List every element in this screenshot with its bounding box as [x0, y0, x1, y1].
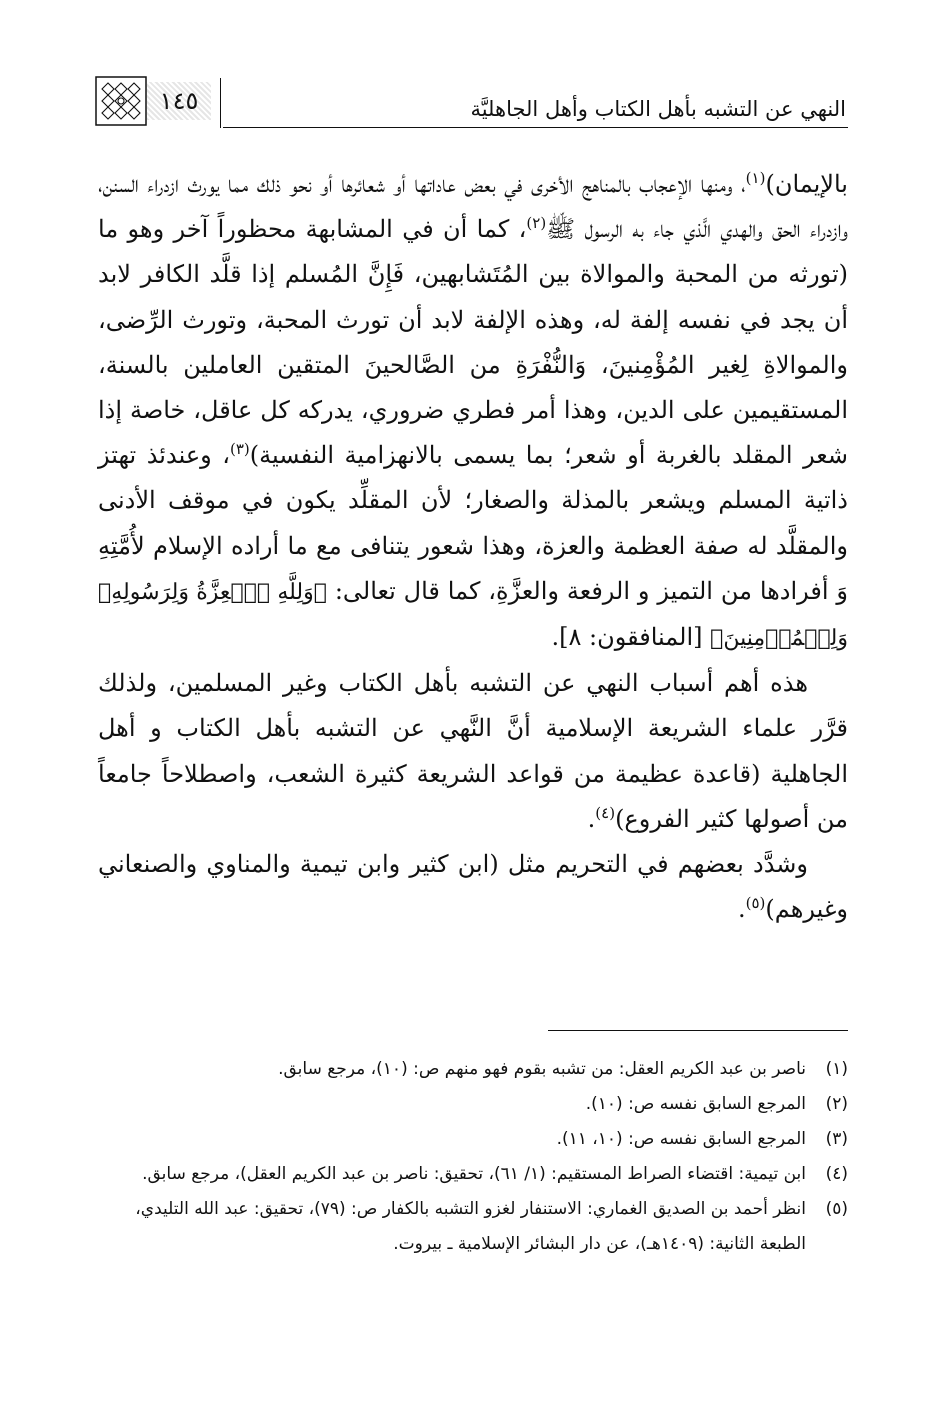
- footnote-marker: (٣): [229, 440, 250, 459]
- page-number: ١٤٥: [147, 82, 211, 120]
- text-run: بالإيمان): [765, 170, 848, 198]
- footnote-marker: (١): [745, 169, 766, 187]
- footnote-marker: (٤): [595, 803, 616, 822]
- verse-reference: [المنافقون: ٨].: [551, 623, 711, 652]
- text-run: هذه أهم أسباب النهي عن التشبه بأهل الكتاب وغير المسلمين، ولذلك قرَّر علماء الشريعة الإسلامية أنَّ النَّهي عن التشبه بأهل الكتاب و أهل الجاهلية (قاعدة عظيمة من قواعد الشريعة كثيرة الشعب، واصطلاحاً جامعاً من أصولها كثير الفروع): [98, 669, 848, 833]
- footnotes: [98, 1052, 848, 1262]
- paragraph: [98, 842, 848, 932]
- page-number-box: [95, 76, 215, 126]
- footnote-marker: (٥): [745, 894, 766, 913]
- footnote-separator: [548, 1030, 848, 1031]
- footnote: [98, 1087, 848, 1122]
- text-run: .: [587, 804, 596, 833]
- footnote-number: (٣): [825, 1129, 848, 1149]
- footnote-number: (١): [825, 1059, 848, 1079]
- ornament-icon: [95, 76, 147, 126]
- main-text: [98, 162, 848, 932]
- footnote: [98, 1157, 848, 1192]
- paragraph: [98, 162, 848, 661]
- header-divider: [220, 78, 221, 128]
- footnote-number: (٥): [825, 1199, 848, 1219]
- footnote-text: المرجع السابق نفسه ص: (١٠).: [585, 1094, 806, 1114]
- footnote-text: انظر أحمد بن الصديق الغماري: الاستنفار لغزو التشبه بالكفار ص: (٧٩)، تحقيق: عبد الله التليدي، الطبعة الثانية: (١٤٠٩هـ)، عن دار البشائر الإسلامية ـ بيروت.: [135, 1199, 806, 1254]
- header-rule: [223, 127, 848, 128]
- text-run: ، ومنها الإعجاب بالمناهج الأخرى في بعض عاداتها أو شعائرها أو نحو ذلك مما يورث ازدراء السنن، وازدراء الحق والهدي الَّذي جاء به الرسول ﷺ: [98, 170, 848, 244]
- quran-verse: ﴿وَلِلَّهِ ٱلۡعِزَّةُ وَلِرَسُولِهِۦ وَلِلۡمُؤۡمِنِينَ﴾: [98, 579, 848, 652]
- footnote-marker: (٢): [526, 214, 547, 233]
- page-header: [95, 70, 848, 130]
- footnote: [98, 1052, 848, 1087]
- text-run: ، كما أن في المشابهة محظوراً آخر وهو ما (تورثه من المحبة والموالاة بين المُتَشابهين، فَإِنَّ المُسلم إذا قلَّد الكافر لابد أن يجد في نفسه إلفة له، وهذه الإلفة لابد أن تورث المحبة، وتورث الرِّضى، والموالاةِ لِغير المُؤْمِنينَ، وَالنُّفْرَةِ من الصَّالحينَ المتقين العاملين بالسنة، المستقيمين على الدين، وهذا أمر فطري ضروري، يدركه كل عاقل، خاصة إذا شعر المقلد بالغربة أو شعر؛ بما يسمى بالانهزامية النفسية): [98, 215, 848, 470]
- text-run: .: [737, 895, 746, 924]
- footnote: [98, 1122, 848, 1157]
- footnote-text: ناصر بن عبد الكريم العقل: من تشبه بقوم فهو منهم ص: (١٠)، مرجع سابق.: [278, 1059, 806, 1079]
- footnote-number: (٤): [825, 1164, 848, 1184]
- text-run: وشدَّد بعضهم في التحريم مثل (ابن كثير وابن تيمية والمناوي والصنعاني وغيرهم): [98, 850, 848, 924]
- text-run: ، وعندئذ تهتز ذاتية المسلم ويشعر بالمذلة والصغار؛ لأن المقلِّد يكون في موقف الأدنى والمقلَّد له صفة العظمة والعزة، وهذا شعور يتنافى مع ما أراده الإسلام لأُمَّتِهِ وَ أفرادها من التميز و الرفعة والعزَّةِ، كما قال تعالى:: [98, 441, 848, 605]
- footnote-text: ابن تيمية: اقتضاء الصراط المستقيم: (١/ ٦١)، تحقيق: ناصر بن عبد الكريم العقل)، مرجع سابق.: [142, 1164, 806, 1184]
- footnote-text: المرجع السابق نفسه ص: (١٠، ١١).: [556, 1129, 806, 1149]
- footnote: [98, 1192, 848, 1262]
- running-title: النهي عن التشبه بأهل الكتاب وأهل الجاهليَّة: [470, 97, 846, 121]
- footnote-number: (٢): [825, 1094, 848, 1114]
- paragraph: [98, 661, 848, 842]
